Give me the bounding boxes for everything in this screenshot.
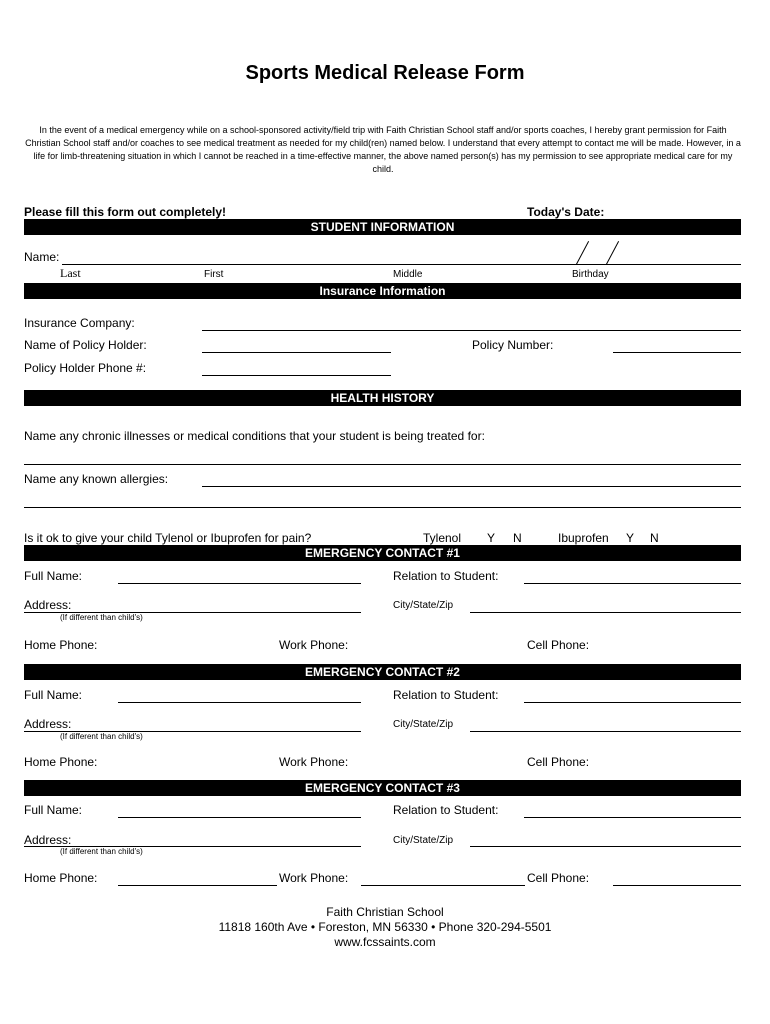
ec3-home-label: Home Phone: bbox=[24, 871, 98, 885]
ec3-relation-field[interactable] bbox=[524, 817, 741, 818]
emergency-contact-2-header: EMERGENCY CONTACT #2 bbox=[24, 664, 741, 680]
ec2-full-name-label: Full Name: bbox=[24, 688, 83, 702]
footer-address: 11818 160th Ave • Foreston, MN 56330 • Phone 320-294-5501 bbox=[218, 920, 552, 934]
ec1-relation-field[interactable] bbox=[524, 583, 741, 584]
health-history-header: HEALTH HISTORY bbox=[24, 390, 741, 406]
ec3-work-label: Work Phone: bbox=[279, 871, 349, 885]
allergies-label: Name any known allergies: bbox=[24, 472, 169, 486]
todays-date-label: Today's Date: bbox=[527, 205, 605, 219]
last-caption: Last bbox=[60, 266, 81, 280]
ec1-full-name-field[interactable] bbox=[118, 583, 361, 584]
allergies-field-2[interactable] bbox=[24, 507, 741, 508]
middle-caption: Middle bbox=[393, 269, 423, 280]
ec2-city-label: City/State/Zip bbox=[393, 719, 454, 730]
ec1-relation-label: Relation to Student: bbox=[393, 569, 499, 583]
policy-phone-label: Policy Holder Phone #: bbox=[24, 361, 147, 375]
pain-question: Is it ok to give your child Tylenol or Ibuprofen for pain? bbox=[24, 531, 312, 545]
instruction-text: Please fill this form out completely! bbox=[24, 205, 227, 219]
insurance-company-label: Insurance Company: bbox=[24, 316, 135, 330]
ibuprofen-no[interactable]: N bbox=[650, 531, 659, 545]
ec3-if-different: (If different than child's) bbox=[60, 847, 143, 856]
ec2-home-label: Home Phone: bbox=[24, 755, 98, 769]
tylenol-label: Tylenol bbox=[423, 531, 462, 545]
ec3-cell-label: Cell Phone: bbox=[527, 871, 590, 885]
emergency-contact-1-header: EMERGENCY CONTACT #1 bbox=[24, 545, 741, 561]
ec3-cell-field[interactable] bbox=[613, 885, 741, 886]
ec1-city-field[interactable] bbox=[470, 612, 741, 613]
ec1-if-different: (If different than child's) bbox=[60, 613, 143, 622]
ec1-home-label: Home Phone: bbox=[24, 638, 98, 652]
ec2-address-label: Address: bbox=[24, 717, 72, 731]
policy-holder-field[interactable] bbox=[202, 352, 391, 353]
ec1-work-label: Work Phone: bbox=[279, 638, 349, 652]
footer-website[interactable]: www.fcssaints.com bbox=[334, 935, 436, 949]
ec3-work-field[interactable] bbox=[361, 885, 525, 886]
first-caption: First bbox=[204, 269, 224, 280]
birthday-caption: Birthday bbox=[572, 269, 609, 280]
ec3-home-field[interactable] bbox=[118, 885, 277, 886]
policy-holder-label: Name of Policy Holder: bbox=[24, 338, 147, 352]
date-slash-2 bbox=[606, 241, 619, 264]
policy-number-label: Policy Number: bbox=[472, 338, 554, 352]
ibuprofen-yes[interactable]: Y bbox=[626, 531, 635, 545]
ec2-work-label: Work Phone: bbox=[279, 755, 349, 769]
ec2-relation-label: Relation to Student: bbox=[393, 688, 499, 702]
ec2-if-different: (If different than child's) bbox=[60, 732, 143, 741]
ibuprofen-label: Ibuprofen bbox=[558, 531, 609, 545]
student-info-header: STUDENT INFORMATION bbox=[24, 219, 741, 235]
date-slash-1 bbox=[576, 241, 589, 264]
ec2-relation-field[interactable] bbox=[524, 702, 741, 703]
policy-number-field[interactable] bbox=[613, 352, 741, 353]
ec1-cell-label: Cell Phone: bbox=[527, 638, 590, 652]
emergency-contact-3-header: EMERGENCY CONTACT #3 bbox=[24, 780, 741, 796]
ec2-city-field[interactable] bbox=[470, 731, 741, 732]
page-title: Sports Medical Release Form bbox=[245, 62, 525, 84]
policy-phone-field[interactable] bbox=[202, 375, 391, 376]
ec3-city-label: City/State/Zip bbox=[393, 835, 454, 846]
tylenol-no[interactable]: N bbox=[513, 531, 522, 545]
footer-school: Faith Christian School bbox=[326, 905, 444, 919]
intro-paragraph: In the event of a medical emergency while on a school-sponsored activity/field trip with Faith Christian School staff and/or sports coaches, I hereby grant permission for Faith Christian School staff and/or coaches to see medical treatment as needed for my child(ren) named below. I understand that every attempt to contact me will be made. However, in a life for limb-threatening situation in which I cannot be reached in a time-effective manner, the above named person(s) has my permission to see appropriate medical care for my child. bbox=[25, 125, 741, 174]
insurance-header: Insurance Information bbox=[24, 283, 741, 299]
name-label: Name: bbox=[24, 250, 60, 264]
tylenol-yes[interactable]: Y bbox=[487, 531, 496, 545]
ec3-full-name-field[interactable] bbox=[118, 817, 361, 818]
ec3-city-field[interactable] bbox=[470, 846, 741, 847]
ec3-address-label: Address: bbox=[24, 833, 72, 847]
ec1-city-label: City/State/Zip bbox=[393, 600, 454, 611]
ec3-relation-label: Relation to Student: bbox=[393, 803, 499, 817]
ec2-cell-label: Cell Phone: bbox=[527, 755, 590, 769]
ec3-full-name-label: Full Name: bbox=[24, 803, 83, 817]
ec1-full-name-label: Full Name: bbox=[24, 569, 83, 583]
chronic-illness-label: Name any chronic illnesses or medical conditions that your student is being treated for: bbox=[24, 429, 485, 443]
chronic-illness-field[interactable] bbox=[24, 464, 741, 465]
allergies-field[interactable] bbox=[202, 486, 741, 487]
name-field[interactable] bbox=[62, 264, 741, 265]
ec1-address-label: Address: bbox=[24, 598, 72, 612]
insurance-company-field[interactable] bbox=[202, 330, 741, 331]
ec2-full-name-field[interactable] bbox=[118, 702, 361, 703]
